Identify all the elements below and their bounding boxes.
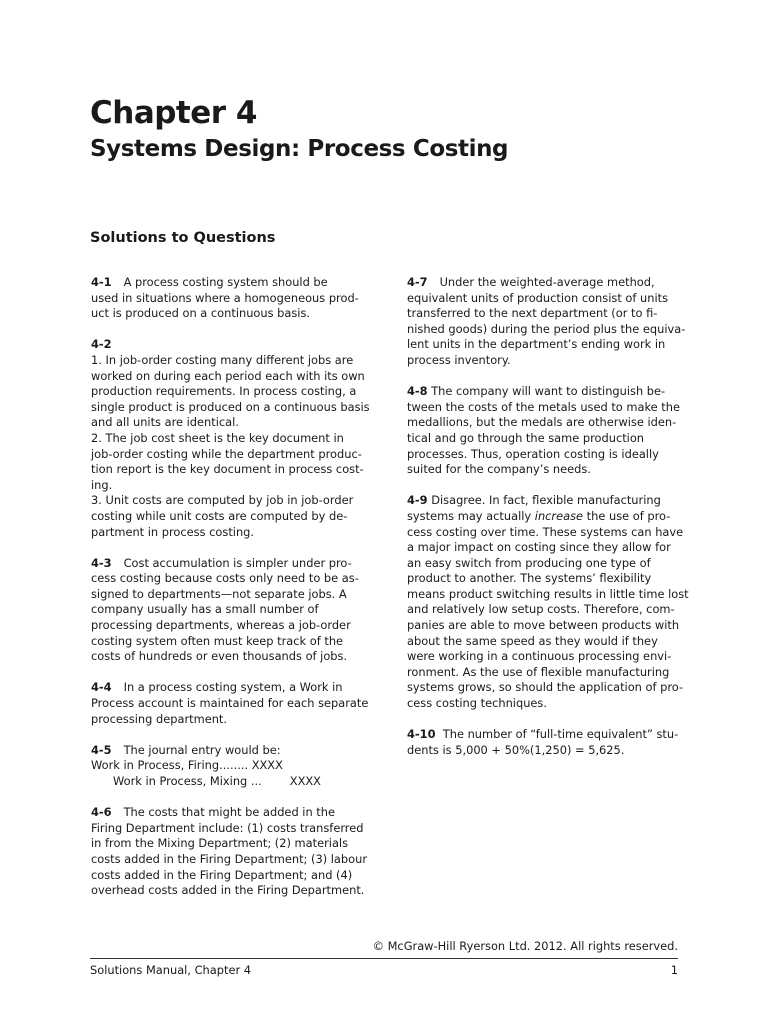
chapter-title: Chapter 4: [90, 95, 257, 131]
question-4-9: [407, 493, 689, 711]
text-line: systems grows, so should the application of pro-: [407, 680, 684, 695]
question-4-10: [407, 727, 677, 758]
text-line: medallions, but the medals are otherwise iden-: [407, 415, 677, 430]
text-line: partment in process costing.: [91, 524, 255, 539]
text-line: panies are able to move between products with: [407, 618, 680, 633]
emphasis-word: increase: [534, 508, 584, 523]
text-line: were working in a continuous processing envi-: [407, 649, 672, 664]
question-number: 4-5: [91, 742, 112, 757]
text-line: production requirements. In process costing, a: [91, 384, 357, 399]
account-name: Work in Process, Mixing ...: [113, 774, 262, 788]
text-line: 1. In job-order costing many different jobs are: [91, 352, 354, 367]
text-line: dents is 5,000 + 50%(1,250) = 5,625.: [407, 742, 625, 757]
section-heading: Solutions to Questions: [90, 230, 276, 246]
text-line: ronment. As the use of flexible manufacturing: [407, 664, 670, 679]
account-name: Work in Process, Firing........: [91, 758, 249, 773]
text-line: product to another. The systems’ flexibility: [407, 571, 652, 586]
text-line: and all units are identical.: [91, 415, 239, 430]
text-line: single product is produced on a continuous basis: [91, 399, 370, 414]
text-fragment: systems may actually: [407, 508, 535, 523]
footer-title: Solutions Manual, Chapter 4: [90, 963, 251, 977]
text-line: processes. Thus, operation costing is ideally: [407, 446, 659, 461]
text-line: Disagree. In fact, flexible manufacturing: [431, 493, 661, 508]
footer-divider: [90, 958, 678, 959]
text-line: The journal entry would be:: [123, 742, 281, 757]
text-line: suited for the company’s needs.: [407, 462, 591, 477]
text-line: 3. Unit costs are computed by job in job-order: [91, 493, 354, 508]
question-4-4: [91, 680, 374, 727]
text-line: costs of hundreds or even thousands of jobs.: [91, 649, 348, 664]
text-line: job-order costing while the department produc-: [91, 446, 362, 461]
copyright-notice: © McGraw-Hill Ryerson Ltd. 2012. All rights reserved.: [372, 939, 678, 953]
text-line: Under the weighted-average method,: [439, 275, 655, 289]
question-4-8: [407, 384, 680, 478]
text-line: means product switching results in little time lost: [407, 586, 689, 601]
right-column: [407, 275, 689, 774]
text-line: an easy switch from producing one type of: [407, 555, 651, 570]
question-number: 4-8: [407, 384, 428, 399]
text-line: uct is produced on a continuous basis.: [91, 306, 311, 321]
text-line: signed to departments—not separate jobs. A: [91, 586, 347, 601]
text-line: used in situations where a homogeneous prod-: [91, 290, 359, 305]
question-number: 4-9: [407, 493, 428, 508]
question-4-3: [91, 556, 374, 665]
question-4-7: [407, 275, 686, 369]
text-line: Cost accumulation is simpler under pro-: [123, 555, 352, 570]
text-line: tion report is the key document in process cost-: [91, 462, 364, 477]
text-line: equivalent units of production consist of units: [407, 290, 669, 305]
question-4-5: [91, 743, 374, 790]
left-column: [91, 275, 374, 914]
text-line: ing.: [91, 477, 113, 492]
text-line: processing department.: [91, 711, 228, 726]
text-line: processing departments, whereas a job-order: [91, 618, 351, 633]
text-line: 2. The job cost sheet is the key document in: [91, 430, 344, 445]
text-line: lent units in the department’s ending work in: [407, 337, 666, 352]
text-line: nished goods) during the period plus the equiva-: [407, 321, 686, 336]
journal-entry-credit: [91, 774, 374, 790]
question-number: 4-1: [91, 275, 112, 289]
text-line: In a process costing system, a Work in: [123, 680, 343, 695]
text-line: in from the Mixing Department; (2) materials: [91, 836, 349, 851]
chapter-subtitle: Systems Design: Process Costing: [90, 136, 509, 162]
text-line: overhead costs added in the Firing Department.: [91, 883, 365, 898]
text-line: cess costing over time. These systems can have: [407, 524, 684, 539]
journal-entry-debit: [91, 758, 374, 774]
text-line: transferred to the next department (or to fi-: [407, 306, 658, 321]
text-line: costing while unit costs are computed by de-: [91, 508, 348, 523]
text-line: The costs that might be added in the: [123, 805, 335, 820]
text-line: process inventory.: [407, 352, 511, 367]
page-number: 1: [670, 963, 678, 977]
text-fragment: the use of pro-: [583, 508, 671, 523]
question-number: 4-6: [91, 805, 112, 820]
question-4-1: [91, 275, 374, 322]
text-line: company usually has a small number of: [91, 602, 319, 617]
text-line: worked on during each period each with its own: [91, 368, 365, 383]
text-line: tical and go through the same production: [407, 430, 645, 445]
text-line: A process costing system should be: [123, 275, 328, 289]
text-line: costs added in the Firing Department; (3) labour: [91, 851, 367, 866]
question-number: 4-7: [407, 275, 428, 289]
text-line: about the same speed as they would if they: [407, 633, 658, 648]
text-line: and relatively low setup costs. Therefore, com-: [407, 602, 675, 617]
question-number: 4-10: [407, 727, 436, 742]
question-number: 4-2: [91, 337, 112, 352]
amount: XXXX: [289, 774, 321, 788]
question-number: 4-4: [91, 680, 112, 695]
text-line: costing system often must keep track of the: [91, 633, 344, 648]
question-4-6: [91, 805, 374, 899]
question-number: 4-3: [91, 555, 112, 570]
text-line: costs added in the Firing Department; and (4): [91, 867, 353, 882]
text-line: The number of “full-time equivalent” stu-: [442, 727, 679, 742]
text-line: cess costing techniques.: [407, 696, 547, 711]
text-line: Process account is maintained for each separate: [91, 696, 369, 711]
amount: XXXX: [251, 758, 283, 773]
text-line: Firing Department include: (1) costs transferred: [91, 820, 364, 835]
text-line: The company will want to distinguish be-: [431, 384, 666, 399]
text-line: tween the costs of the metals used to make the: [407, 399, 680, 414]
text-line: cess costing because costs only need to be as-: [91, 571, 359, 586]
question-4-2: [91, 337, 374, 540]
text-line: a major impact on costing since they allow for: [407, 540, 671, 555]
